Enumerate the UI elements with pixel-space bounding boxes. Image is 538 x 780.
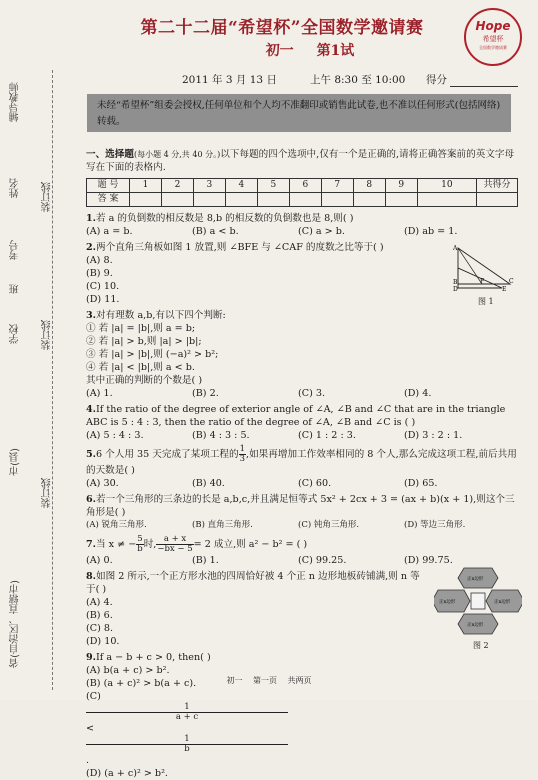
statement-1: ① 若 |a| = |b|,则 a = b;: [86, 323, 196, 334]
question-text: 对有理数 a,b,有以下四个判断:: [96, 310, 226, 321]
fraction-5-over-b: [136, 535, 143, 554]
question-7: [86, 535, 522, 567]
question-3-statements: [86, 322, 466, 374]
question-5-options: [86, 477, 522, 490]
option-d: (D) (a + c)² > b².: [86, 768, 168, 779]
statement-2: ② 若 |a| > b,则 |a| > |b|;: [86, 336, 202, 347]
question-4-options: [86, 429, 522, 442]
section-1-title: 一、选择题: [86, 149, 134, 160]
answer-row-label: 答 案: [87, 193, 130, 207]
q-number-1: 1: [130, 179, 162, 193]
fraction-denominator: a + c: [175, 712, 199, 722]
fraction-numerator: 1: [86, 735, 288, 745]
option-c: (C) 99.25.: [298, 555, 347, 566]
option-d: (D) 等边三角形.: [404, 520, 466, 530]
option-c: (C) 8.: [86, 623, 114, 634]
option-c: (C) 3.: [298, 388, 326, 399]
q-number-8: 8: [353, 179, 385, 193]
question-text-pre: 当 x ≠ −: [96, 539, 137, 550]
question-1: [86, 212, 522, 238]
q-number-3: 3: [193, 179, 225, 193]
answer-cell-8[interactable]: [353, 193, 385, 207]
option-c: (C) a > b.: [298, 226, 345, 237]
question-number: 9.: [86, 652, 97, 663]
point-label-c: C: [509, 278, 514, 285]
option-b: (B) 1.: [192, 555, 219, 566]
score-field[interactable]: [426, 72, 518, 87]
square-pool: [471, 593, 485, 609]
option-d: (D) 99.75.: [404, 555, 453, 566]
question-number: 8.: [86, 571, 97, 582]
logo-text-cn: 希望杯: [482, 35, 504, 43]
question-text: 如图 2 所示,一个正方形水池的四周恰好被 4 个正 n 边形地板砖铺满,则 n 等于( ): [86, 571, 420, 595]
score-blank[interactable]: [450, 76, 518, 87]
fraction-numerator: a + x: [156, 535, 193, 545]
option-c: (C) $\frac{1}{a + c}$ < $\frac{1}{b}$ .: [86, 690, 286, 767]
q-number-10: 10: [417, 179, 476, 193]
question-text: 若 a 的负倒数的相反数是 8,b 的相反数的负倒数也是 8,则( ): [96, 213, 354, 224]
fraction-denominator: 3: [239, 454, 246, 464]
copyright-notice: 未经“希望杯”组委会授权,任何单位和个人均不准翻印或销售此试卷,也不准以任何形式(包括网络)转载。: [87, 94, 511, 132]
exam-title: 第二十二届“希望杯”全国数学邀请赛: [140, 18, 424, 38]
binding-dashed-line: [52, 70, 53, 690]
section-1-header: [86, 148, 522, 174]
option-b: (B) 直角三角形.: [192, 520, 253, 530]
exam-subtitle: [210, 40, 410, 60]
question-text-pre: 6 个人用 35 天完成了某项工程的: [96, 449, 239, 460]
tile-label-right: 正n边形: [494, 600, 511, 605]
answer-cell-3[interactable]: [193, 193, 225, 207]
question-text-post: = 2 成立,则 a² − b² = ( ): [193, 539, 308, 550]
number-row-label: 题 号: [87, 179, 130, 193]
exam-time: 上午 8:30 至 10:00: [310, 74, 406, 86]
option-a: (A) 5 : 4 : 3.: [86, 430, 144, 441]
question-3-options: [86, 387, 522, 400]
answer-cell-9[interactable]: [385, 193, 417, 207]
point-label-b: B: [453, 279, 458, 286]
figure-2-pool: [434, 566, 522, 636]
fraction-one-third: [239, 445, 246, 464]
fraction-denominator: b: [184, 744, 190, 754]
section-1-points: (每小题 4 分,共 40 分。): [133, 150, 221, 159]
point-label-f: F: [480, 278, 485, 285]
statement-4: ④ 若 |a| < |b|,则 a < b.: [86, 362, 195, 373]
option-d: (D) 4.: [404, 388, 432, 399]
question-3: [86, 309, 522, 400]
option-c: (C) 钝角三角形.: [298, 520, 360, 530]
logo-text-en: Hope: [475, 19, 511, 33]
question-number: 7.: [86, 539, 97, 550]
fraction-numerator: 1: [239, 444, 246, 454]
answer-cell-10[interactable]: [417, 193, 476, 207]
option-b: (B) 40.: [192, 478, 225, 489]
option-c: (C) 60.: [298, 478, 332, 489]
figure-1-triangles: [452, 244, 514, 292]
question-9: [86, 651, 426, 780]
option-b: (B) (a + c)² > b(a + c).: [86, 678, 197, 689]
exam-no-label: 考号: [10, 240, 21, 260]
answer-cell-7[interactable]: [321, 193, 353, 207]
page-footer: 初一 第一页 共两页: [226, 676, 312, 685]
question-number: 3.: [86, 310, 97, 321]
school-label: 学校: [10, 324, 21, 344]
fraction-numerator: 5: [137, 534, 143, 544]
question-text: 若一个三角形的三条边的长是 a,b,c,并且满足恒等式 5x² + 2cx + 3 = (ax + b)(x + 1),则这个三角形是( ): [86, 494, 515, 518]
question-text-post: ,如果再增加工作效率相同的 8 个人,那么完成这项工程,前后共用的天数是( ): [86, 449, 517, 476]
logo-text-small: 全国数学邀请赛: [479, 45, 507, 50]
option-a: (A) 8.: [86, 255, 113, 266]
question-number: 4.: [86, 404, 97, 415]
question-8: [86, 570, 426, 648]
city-label: 市(县): [10, 448, 21, 476]
question-number: 6.: [86, 494, 97, 505]
option-c-letter: (C): [86, 691, 101, 702]
option-b: (B) 2.: [192, 388, 219, 399]
question-text-mid: 时,: [143, 539, 157, 550]
q-number-9: 9: [385, 179, 417, 193]
statement-3: ③ 若 |a| > |b|,则 (−a)² > b²;: [86, 349, 219, 360]
option-a: (A) 锐角三角形.: [86, 520, 147, 530]
segment-af: [458, 248, 485, 285]
option-d: (D) 3 : 2 : 1.: [404, 430, 463, 441]
binding-line-label-1: 装订线: [42, 182, 53, 212]
score-label: 得分: [426, 74, 447, 86]
fraction-denominator: b: [137, 544, 143, 554]
question-2-options: [86, 254, 466, 306]
province-label: 省(自治区、直辖市): [10, 580, 21, 668]
option-d: (D) 65.: [404, 478, 438, 489]
point-label-d: D: [453, 286, 458, 292]
tile-label-bottom: 正n边形: [467, 623, 484, 628]
answer-table: [86, 178, 518, 207]
option-b: (B) 4 : 3 : 5.: [192, 430, 250, 441]
question-6: [86, 493, 522, 532]
question-number: 1.: [86, 213, 97, 224]
point-label-e: E: [502, 286, 507, 292]
answer-cell-1[interactable]: [130, 193, 162, 207]
answer-table-number-row: [87, 179, 518, 193]
q-number-6: 6: [289, 179, 321, 193]
exam-date: 2011 年 3 月 13 日: [182, 74, 277, 86]
question-text: If a − b + c > 0, then( ): [96, 652, 211, 663]
question-4: [86, 403, 522, 442]
class-label: 班: [10, 284, 21, 294]
q-number-7: 7: [321, 179, 353, 193]
answer-cell-2[interactable]: [161, 193, 193, 207]
exam-round: 第1试: [316, 43, 355, 59]
option-a: (A) b(a + c) > b².: [86, 665, 170, 676]
option-c: (C) 10.: [86, 281, 120, 292]
binding-margin: [0, 0, 62, 700]
binding-line-label-2: 装订线: [42, 320, 53, 350]
answer-table-answer-row: [87, 193, 518, 207]
option-b: (B) a < b.: [192, 226, 239, 237]
fraction-1-over-a-plus-c: [86, 703, 286, 722]
hope-cup-logo-icon: [464, 8, 522, 66]
option-c: (C) 1 : 2 : 3.: [298, 430, 356, 441]
total-score-label: 共得分: [477, 179, 518, 193]
figure-1-label: 图 1: [478, 297, 494, 306]
question-number: 5.: [86, 449, 97, 460]
q-number-5: 5: [257, 179, 289, 193]
answer-cell-4[interactable]: [225, 193, 257, 207]
teacher-label: 辅导教师: [10, 82, 21, 122]
q-number-2: 2: [161, 179, 193, 193]
question-number: 2.: [86, 242, 97, 253]
option-d: (D) ab = 1.: [404, 226, 458, 237]
option-a: (A) 4.: [86, 597, 113, 608]
answer-cell-5[interactable]: [257, 193, 289, 207]
question-5: [86, 445, 522, 490]
answer-cell-6[interactable]: [289, 193, 321, 207]
fraction-denominator: −bx − 5: [157, 544, 193, 554]
option-a: (A) 1.: [86, 388, 113, 399]
option-a: (A) a = b.: [86, 226, 133, 237]
question-8-options: [86, 596, 426, 648]
tile-label-left: 正n边形: [439, 600, 456, 605]
point-label-a: A: [453, 245, 458, 252]
fraction-1-over-b: [86, 735, 286, 754]
question-text: 两个直角三角板如图 1 放置,则 ∠BFE 与 ∠CAF 的度数之比等于( ): [96, 242, 384, 253]
option-d: (D) 11.: [86, 294, 120, 305]
tile-label-top: 正n边形: [467, 577, 484, 582]
grade: 初一: [265, 43, 294, 59]
option-a: (A) 0.: [86, 555, 113, 566]
option-b: (B) 6.: [86, 610, 113, 621]
name-label: 姓名: [10, 178, 21, 198]
fraction-numerator: 1: [86, 703, 288, 713]
binding-line-label-3: 装订线: [42, 478, 53, 508]
fraction-expression: [156, 535, 193, 554]
question-3-tail: 其中正确的判断的个数是( ): [86, 375, 203, 386]
section-1-instructions: 以下每题的四个选项中,仅有一个是正确的,请将正确答案前的英文字母写在下面的表格内.: [86, 149, 515, 173]
question-1-options: [86, 225, 522, 238]
option-d: (D) 10.: [86, 636, 120, 647]
total-score-cell[interactable]: [477, 193, 518, 207]
question-6-options: [86, 519, 522, 532]
figure-2-label: 图 2: [473, 641, 489, 650]
q-number-4: 4: [225, 179, 257, 193]
option-b: (B) 9.: [86, 268, 113, 279]
question-text: If the ratio of the degree of exterior angle of ∠A, ∠B and ∠C that are in the triangle ABC is 5 : 4 : 3, then the ratio of the degree of ∠A, ∠B and ∠C is ( ): [86, 404, 506, 428]
option-a: (A) 30.: [86, 478, 119, 489]
